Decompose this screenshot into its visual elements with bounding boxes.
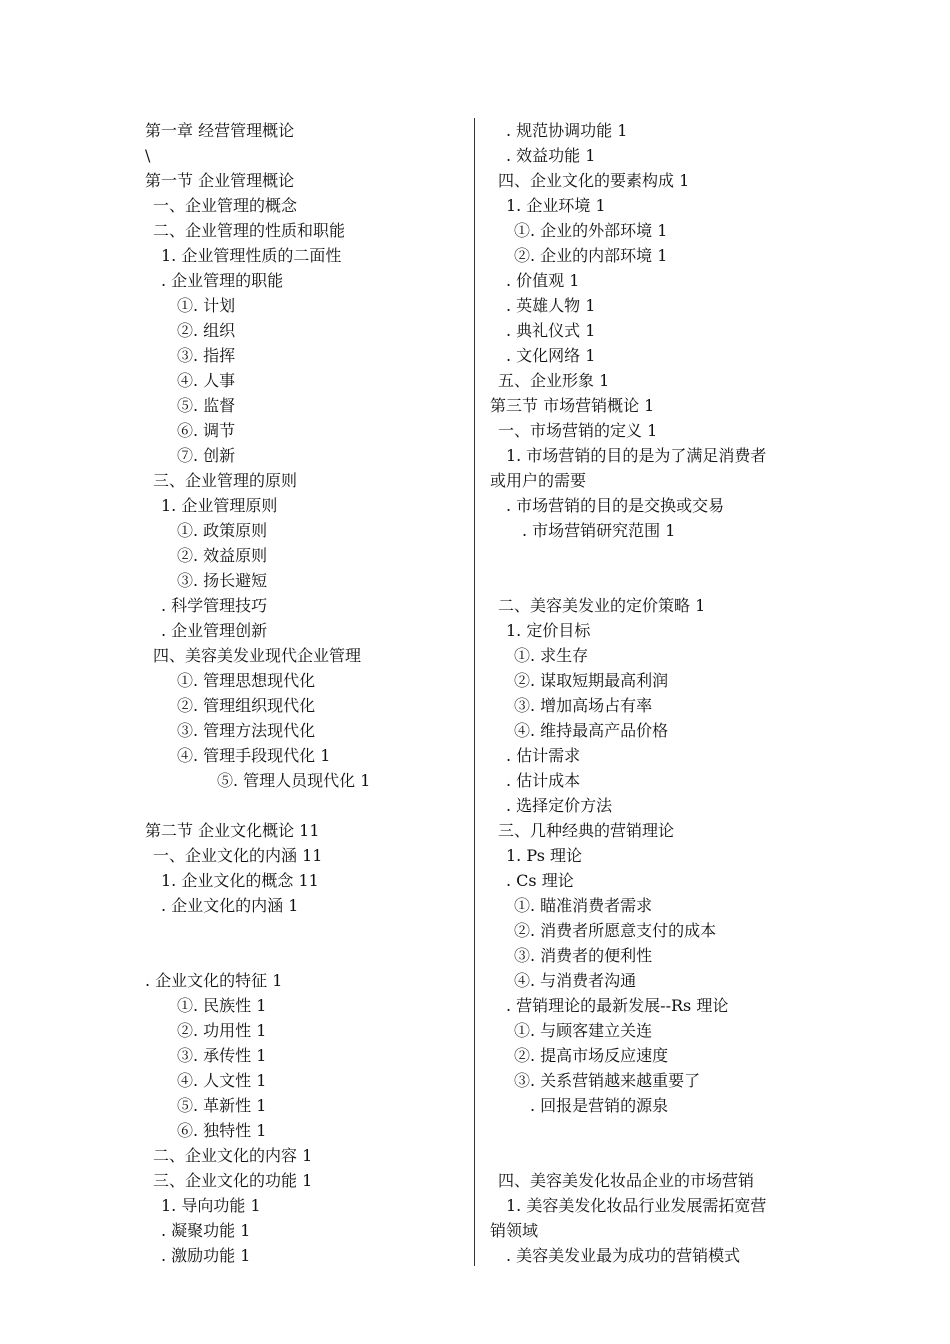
toc-entry: . 企业管理创新: [161, 621, 268, 640]
toc-entry: ①. 计划: [177, 296, 236, 315]
toc-entry: . 市场营销研究范围 1: [522, 521, 676, 540]
toc-entry: 二、企业文化的内容 1: [153, 1146, 313, 1165]
toc-entry: ①. 与顾客建立关连: [514, 1021, 653, 1040]
column-divider: [474, 118, 475, 1266]
toc-entry: . 估计成本: [506, 771, 581, 790]
toc-entry: ④. 维持最高产品价格: [514, 721, 669, 740]
toc-entry: 第二节 企业文化概论 11: [145, 821, 320, 840]
toc-entry: . 回报是营销的源泉: [530, 1096, 669, 1115]
toc-entry: ②. 组织: [177, 321, 236, 340]
toc-entry: 1. 定价目标: [506, 621, 591, 640]
toc-entry: . 科学管理技巧: [161, 596, 268, 615]
toc-entry: 一、企业管理的概念: [153, 196, 298, 215]
toc-entry: 二、企业管理的性质和职能: [153, 221, 346, 240]
toc-entry: . 规范协调功能 1: [506, 121, 628, 140]
toc-entry: 1. Ps 理论: [506, 846, 582, 865]
toc-entry: 四、企业文化的要素构成 1: [498, 171, 690, 190]
toc-entry: ③. 关系营销越来越重要了: [514, 1071, 701, 1090]
toc-entry: ①. 企业的外部环境 1: [514, 221, 668, 240]
toc-entry: 销领域: [490, 1221, 539, 1240]
toc-entry: ③. 管理方法现代化: [177, 721, 316, 740]
toc-entry: 1. 市场营销的目的是为了满足消费者: [506, 446, 767, 465]
toc-entry: ⑦. 创新: [177, 446, 236, 465]
toc-entry: ②. 企业的内部环境 1: [514, 246, 668, 265]
toc-entry: ②. 提高市场反应速度: [514, 1046, 669, 1065]
toc-entry: 1. 企业管理性质的二面性: [161, 246, 342, 265]
toc-entry: ①. 政策原则: [177, 521, 268, 540]
toc-entry: 一、市场营销的定义 1: [498, 421, 658, 440]
toc-entry: ⑥. 独特性 1: [177, 1121, 267, 1140]
toc-entry: 或用户的需要: [490, 471, 587, 490]
toc-entry: . 文化网络 1: [506, 346, 596, 365]
toc-entry: 第一节 企业管理概论: [145, 171, 295, 190]
toc-entry: . 激励功能 1: [161, 1246, 251, 1265]
toc-entry: ④. 人文性 1: [177, 1071, 267, 1090]
toc-entry: ①. 瞄准消费者需求: [514, 896, 653, 915]
toc-entry: ④. 人事: [177, 371, 236, 390]
toc-entry: ④. 管理手段现代化 1: [177, 746, 331, 765]
toc-entry: . 企业文化的特征 1: [145, 971, 283, 990]
toc-entry: . 英雄人物 1: [506, 296, 596, 315]
toc-entry: . Cs 理论: [506, 871, 574, 890]
toc-entry: ②. 谋取短期最高利润: [514, 671, 669, 690]
toc-entry: 第一章 经营管理概论: [145, 121, 295, 140]
toc-entry: 三、企业文化的功能 1: [153, 1171, 313, 1190]
toc-entry: 一、企业文化的内涵 11: [153, 846, 323, 865]
toc-entry: ③. 扬长避短: [177, 571, 268, 590]
toc-entry: \: [145, 146, 151, 165]
toc-entry: 三、几种经典的营销理论: [498, 821, 675, 840]
toc-entry: ②. 效益原则: [177, 546, 268, 565]
toc-entry: 1. 企业文化的概念 11: [161, 871, 319, 890]
toc-entry: 四、美容美发业现代企业管理: [153, 646, 362, 665]
toc-entry: 五、企业形象 1: [498, 371, 610, 390]
toc-entry: . 市场营销的目的是交换或交易: [506, 496, 725, 515]
toc-entry: 二、美容美发业的定价策略 1: [498, 596, 706, 615]
toc-entry: 第三节 市场营销概论 1: [490, 396, 655, 415]
toc-entry: ③. 消费者的便利性: [514, 946, 653, 965]
toc-entry: 四、美容美发化妆品企业的市场营销: [498, 1171, 755, 1190]
toc-entry: 1. 企业环境 1: [506, 196, 606, 215]
toc-entry: ⑤. 革新性 1: [177, 1096, 267, 1115]
toc-entry: . 营销理论的最新发展--Rs 理论: [506, 996, 729, 1015]
toc-entry: . 美容美发业最为成功的营销模式: [506, 1246, 741, 1265]
toc-entry: . 价值观 1: [506, 271, 580, 290]
toc-entry: . 典礼仪式 1: [506, 321, 596, 340]
toc-entry: ⑤. 管理人员现代化 1: [217, 771, 371, 790]
toc-entry: . 估计需求: [506, 746, 581, 765]
toc-entry: ①. 民族性 1: [177, 996, 267, 1015]
toc-entry: ⑥. 调节: [177, 421, 236, 440]
toc-entry: 三、企业管理的原则: [153, 471, 298, 490]
toc-entry: . 选择定价方法: [506, 796, 613, 815]
toc-entry: . 企业文化的内涵 1: [161, 896, 299, 915]
toc-entry: ③. 指挥: [177, 346, 236, 365]
toc-entry: . 凝聚功能 1: [161, 1221, 251, 1240]
toc-entry: ③. 增加高场占有率: [514, 696, 653, 715]
toc-entry: ①. 管理思想现代化: [177, 671, 316, 690]
toc-entry: 1. 美容美发化妆品行业发展需拓宽营: [506, 1196, 767, 1215]
toc-entry: 1. 导向功能 1: [161, 1196, 261, 1215]
toc-entry: ④. 与消费者沟通: [514, 971, 637, 990]
toc-entry: . 效益功能 1: [506, 146, 596, 165]
toc-entry: ②. 管理组织现代化: [177, 696, 316, 715]
toc-entry: ②. 功用性 1: [177, 1021, 267, 1040]
toc-entry: 1. 企业管理原则: [161, 496, 278, 515]
toc-entry: ③. 承传性 1: [177, 1046, 267, 1065]
toc-entry: ②. 消费者所愿意支付的成本: [514, 921, 717, 940]
toc-entry: . 企业管理的职能: [161, 271, 284, 290]
toc-entry: ⑤. 监督: [177, 396, 236, 415]
toc-entry: ①. 求生存: [514, 646, 589, 665]
